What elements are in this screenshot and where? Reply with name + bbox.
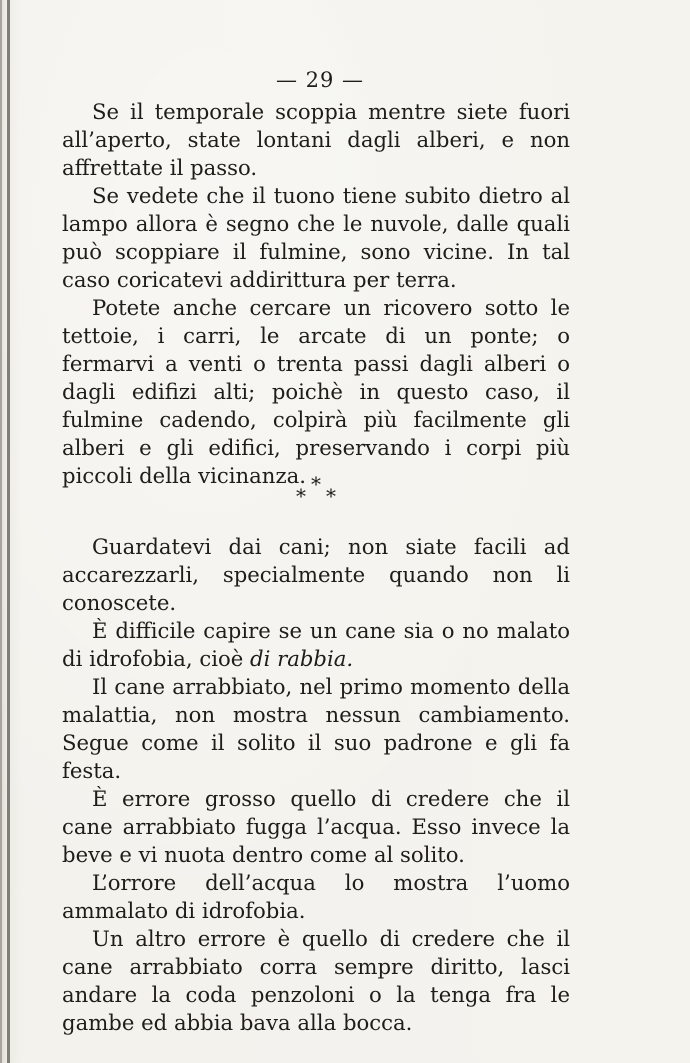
paragraph: Guardatevi dai cani; non siate facili ad accarezzarli, specialmente quando non li conoscete.: [62, 534, 570, 615]
asterisk: *: [326, 484, 336, 508]
section-rabies: [62, 533, 570, 1037]
page-binding-line: [7, 0, 10, 1063]
paragraph: Potete anche cercare un ricovero sotto le tettoie, i carri, le arcate di un ponte; o fermarvi a venti o trenta passi dagli alberi o dagli edifizi alti; poichè in questo caso, il fulmine cadendo, colpirà più facilmente gli alberi e gli edifici, preservando i corpi più piccoli della vicinanza.: [62, 295, 570, 488]
paragraph-text: È difficile capire se un cane sia o no malato di idrofobia, cioè: [62, 618, 570, 671]
paragraph: Il cane arrabbiato, nel primo momento della malattia, non mostra nessun cambiamento. Segue come il solito il suo padrone e gli fa festa.: [62, 674, 570, 783]
page-number: — 29 —: [275, 68, 365, 92]
asterisk: *: [311, 472, 321, 496]
paragraph: Un altro errore è quello di credere che il cane arrabbiato corra sempre diritto, lasci andare la coda penzoloni o la tenga fra le gambe ed abbia bava alla bocca.: [62, 926, 570, 1035]
page-edge-shadow: [0, 0, 2, 1063]
paragraph: [62, 617, 570, 673]
asterism-divider: [282, 470, 352, 510]
paragraph: Se il temporale scoppia mentre siete fuori all’aperto, state lontani dagli alberi, e non affrettate il passo.: [62, 99, 570, 180]
paragraph: Se vedete che il tuono tiene subito dietro al lampo allora è segno che le nuvole, dalle quali può scoppiare il fulmine, sono vicine. In tal caso coricatevi addirittura per terra.: [62, 183, 570, 292]
section-thunderstorm: [62, 98, 570, 490]
asterisk: *: [296, 484, 306, 508]
paragraph: È errore grosso quello di credere che il cane arrabbiato fugga l’acqua. Esso invece la beve e vi nuota dentro come al solito.: [62, 786, 570, 867]
paragraph: L’orrore dell’acqua lo mostra l’uomo ammalato di idrofobia.: [62, 870, 570, 923]
italic-term: di rabbia.: [250, 646, 354, 671]
